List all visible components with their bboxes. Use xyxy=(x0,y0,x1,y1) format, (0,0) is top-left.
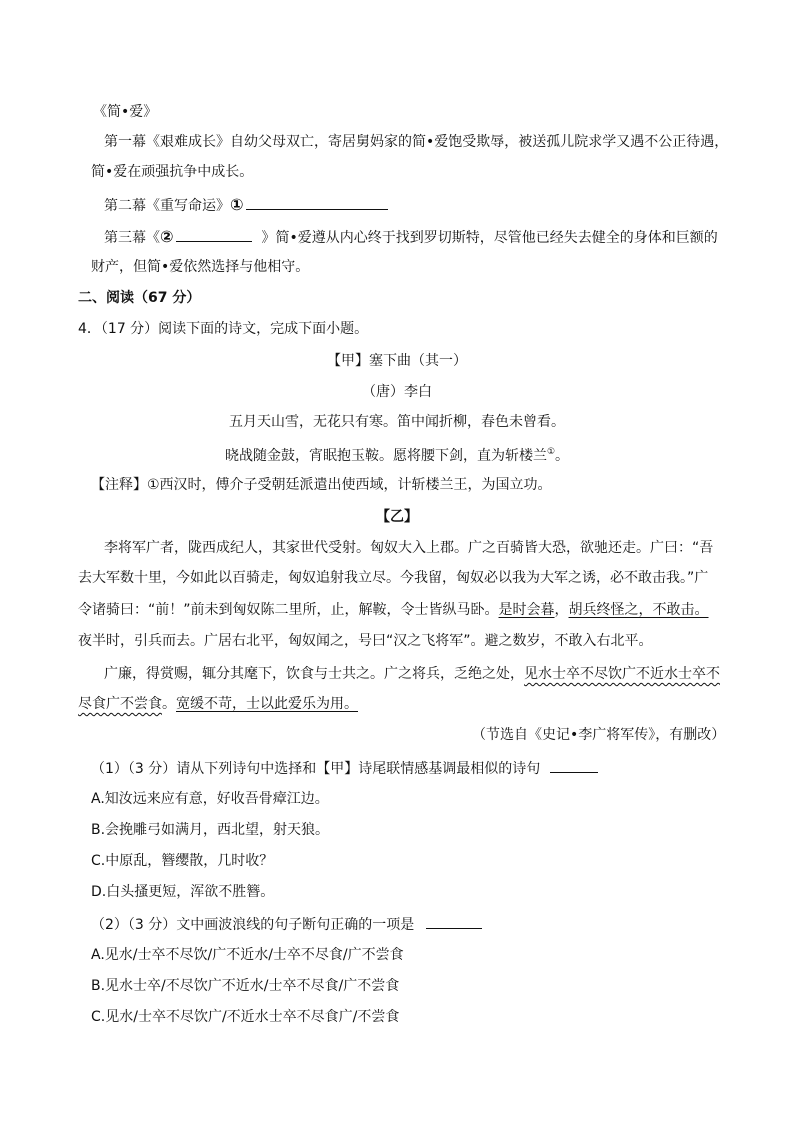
option-2c: C.见水/士卒不尽饮广/不近水士卒不尽食广/不尝食 xyxy=(91,1009,400,1025)
act3-prefix: 第三幕《 xyxy=(104,230,160,246)
act3-line-2: 财产，但简•爱依然选择与他相守。 xyxy=(91,259,310,275)
option-1a: A.知汝远来应有意，好收吾骨瘴江边。 xyxy=(91,791,329,807)
prose-p1-line-1: 李将军广者，陇西成纪人，其家世代受射。匈奴大入上郡。广之百骑皆大恐，欲驰还走。广曰：“吾 xyxy=(104,540,714,556)
poem-line-2-end: 。 xyxy=(555,448,570,464)
sub-question-1-stem: （1）（3 分）请从下列诗句中选择和【甲】诗尾联情感基调最相似的诗句 xyxy=(91,761,541,777)
act3-suffix: 》简•爱遵从内心终于找到罗切斯特，尽管他已经失去健全的身体和巨额的 xyxy=(261,230,718,246)
wavy-sentence-part-2: 尽食广不尝食 xyxy=(78,696,162,712)
sub-question-2 xyxy=(91,915,482,934)
prose-p1-line-3-text: 令诸骑曰：“前！”前未到匈奴陈二里所，止，解鞍，令士皆纵马卧。 xyxy=(78,602,499,618)
act3-line-1 xyxy=(104,228,718,247)
option-1b: B.会挽雕弓如满月，西北望，射天狼。 xyxy=(91,822,330,838)
underlined-phrase-3: 宽缓不苛，士以此爱乐为用。 xyxy=(176,696,358,712)
prose-title: 【乙】 xyxy=(376,509,418,525)
sub-question-2-stem: （2）（3 分）文中画波浪线的句子断句正确的一项是 xyxy=(91,917,415,933)
poem-line-1: 五月天山雪，无花只有寒。笛中闻折柳，春色未曾看。 xyxy=(229,414,565,430)
question-4-intro: 4．（17 分）阅读下面的诗文，完成下面小题。 xyxy=(78,321,369,337)
act1-line-2: 简•爱在顽强抗争中成长。 xyxy=(91,164,254,180)
prose-p1-line-4: 夜半时，引兵而去。广居右北平，匈奴闻之，号曰“汉之飞将军”。避之数岁，不敢入右北平。 xyxy=(78,633,653,649)
poem-line-2 xyxy=(0,443,794,465)
prose-p2-line-1 xyxy=(104,665,720,683)
option-1c: C.中原乱，簪缨散，几时收？ xyxy=(91,853,274,869)
act2-label: 第二幕《重写命运》 xyxy=(104,198,230,214)
poem-title: 【甲】塞下曲（其一） xyxy=(327,353,467,369)
answer-blank-2[interactable] xyxy=(176,228,252,242)
wavy-sentence-part-1: 见水士卒不尽饮广不近水士卒不 xyxy=(524,666,720,682)
act1-label: 第一幕《艰难成长》 xyxy=(104,134,230,150)
prose-separator-2: 。 xyxy=(162,696,176,712)
prose-p2-line-2 xyxy=(78,695,358,713)
answer-blank-1[interactable] xyxy=(246,196,388,210)
poem-line-2-text: 晓战随金鼓，宵眠抱玉鞍。愿将腰下剑，直为斩楼兰 xyxy=(224,448,547,464)
prose-p2-line-1-text: 广廉，得赏赐，辄分其麾下，饮食与士共之。广之将兵，乏绝之处， xyxy=(104,666,524,682)
sub-question-1 xyxy=(91,759,598,778)
blank-marker-2: ② xyxy=(160,227,174,246)
option-1d: D.白头搔更短，浑欲不胜簪。 xyxy=(91,884,275,900)
answer-blank-q1[interactable] xyxy=(550,759,598,773)
act1-text-a: 自幼父母双亡，寄居舅妈家的简•爱饱受欺辱，被送孤儿院求学又遇不公正待遇， xyxy=(230,134,729,150)
footnote-marker: ① xyxy=(546,447,556,457)
option-2b: B.见水士卒/不尽饮广不近水/士卒不尽食/广不尝食 xyxy=(91,978,400,994)
underlined-phrase-1: 是时会暮 xyxy=(498,602,555,618)
act2-line xyxy=(104,196,388,215)
prose-p1-line-3 xyxy=(78,601,709,619)
prose-p1-line-2: 去大军数十里，今如此以百骑走，匈奴追射我立尽。今我留，匈奴必以我为大军之诱，必不敢击我。”广 xyxy=(78,570,709,586)
section-heading: 二、阅读（67 分） xyxy=(78,290,201,306)
option-2a: A.见水/士卒不尽饮/广不近水/士卒不尽食/广不尝食 xyxy=(91,947,404,963)
act1-line-1 xyxy=(104,133,728,151)
poem-note: 【注释】①西汉时，傅介子受朝廷派遣出使西域，计斩楼兰王，为国立功。 xyxy=(91,477,552,493)
answer-blank-q2[interactable] xyxy=(426,915,482,929)
book-title: 《简•爱》 xyxy=(93,104,158,120)
poem-author: （唐）李白 xyxy=(362,384,432,400)
underlined-phrase-2: 胡兵终怪之，不敢击。 xyxy=(568,602,709,618)
blank-marker-1: ① xyxy=(230,195,244,214)
prose-separator: ， xyxy=(554,602,569,618)
prose-source: （节选自《史记•李广将军传》，有删改） xyxy=(472,727,726,743)
